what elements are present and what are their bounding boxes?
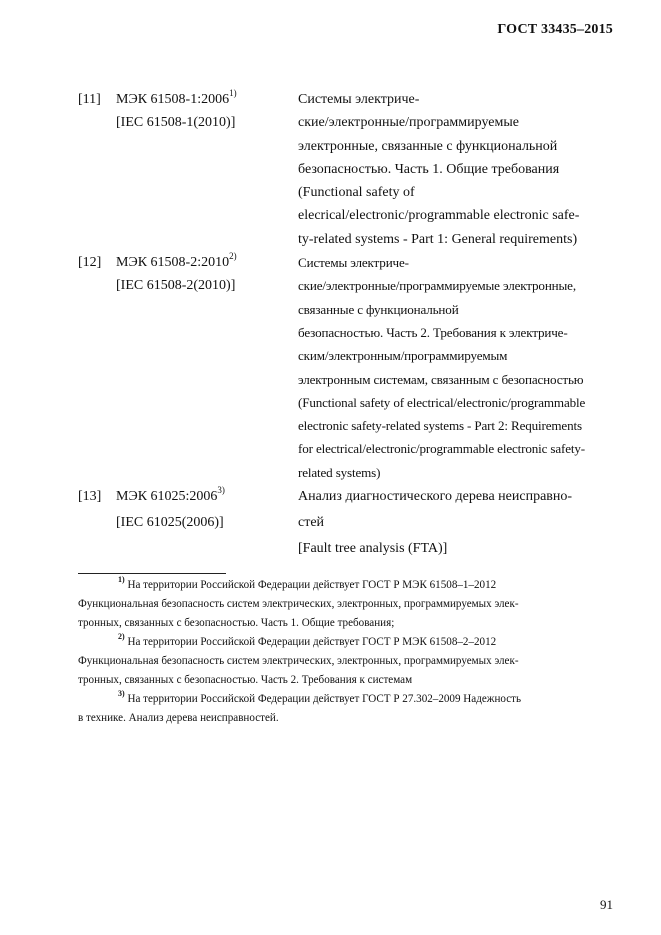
reference-title-line: [Fault tree analysis (FTA)] [298, 541, 448, 557]
document-header [497, 22, 613, 38]
reference-title-line: for electrical/electronic/programmable electronic safety- [298, 441, 585, 457]
reference-code [116, 88, 298, 111]
reference-codes [116, 484, 298, 536]
reference-title-line: Системы электриче- [298, 255, 409, 271]
reference-code-text: МЭК 61508-1:2006 [116, 92, 230, 107]
reference-code-text: МЭК 61025:2006 [116, 489, 218, 505]
footnote-separator [78, 573, 226, 574]
reference-title-line: электронные, связанные с функциональной [298, 138, 558, 154]
reference-title-line: ские/электронные/программируемые электронные, [298, 278, 576, 294]
footnote-text: На территории Российской Федерации действует ГОСТ Р МЭК 61508–1–2012 [127, 579, 497, 591]
footnote-line [78, 576, 614, 595]
reference-entry-11 [78, 88, 618, 251]
reference-number: [13] [78, 489, 102, 505]
reference-codes [116, 88, 298, 135]
reference-title-line: безопасностью. Часть 1. Общие требования [298, 161, 560, 177]
reference-title-line: electronic safety-related systems - Part 2: Requirements [298, 418, 582, 434]
footnote-mark: 2) [118, 632, 125, 642]
page-number: 91 [600, 897, 613, 912]
reference-title-line: стей [298, 515, 325, 531]
reference-iec-code: [IEC 61025(2006)] [116, 515, 224, 531]
footnote-mark: 1) [118, 575, 125, 585]
footnote-mark: 3) [217, 485, 225, 496]
reference-title-line: ские/электронные/программируемые [298, 115, 519, 131]
reference-title-line: ским/электронным/программируемым [298, 348, 508, 364]
reference-entry-13 [78, 484, 618, 562]
reference-number: [12] [78, 255, 102, 271]
footnote-text: На территории Российской Федерации действует ГОСТ Р МЭК 61508–2–2012 [127, 636, 497, 648]
footnote-text: На территории Российской Федерации действует ГОСТ Р 27.302–2009 Надежность [127, 693, 522, 705]
reference-number: [11] [78, 92, 101, 107]
footnote-3 [78, 690, 614, 728]
footnote-1 [78, 576, 614, 633]
reference-code [116, 251, 298, 274]
reference-iec-code: [IEC 61508-1(2010)] [116, 115, 236, 131]
reference-title-line: related systems) [298, 464, 381, 480]
reference-title-line: безопасностью. Часть 2. Требования к электриче- [298, 324, 568, 340]
reference-code [116, 484, 298, 510]
reference-iec-code: [IEC 61508-2(2010)] [116, 278, 236, 294]
footnote-line: тронных, связанных с безопасностью. Часть 1. Общие требования; [78, 617, 395, 629]
footnote-mark: 1) [229, 88, 237, 99]
reference-codes [116, 251, 298, 298]
document-code: ГОСТ 33435–2015 [497, 22, 613, 37]
footnote-line [78, 690, 614, 709]
reference-entry-12 [78, 251, 618, 484]
footnote-mark: 3) [118, 689, 125, 699]
reference-title-line: ty-related systems - Part 1: General requirements) [298, 231, 578, 247]
reference-title-line: электронным системам, связанным с безопасностью [298, 371, 584, 387]
references-list [78, 88, 618, 562]
footnote-line: в технике. Анализ дерева неисправностей. [78, 712, 279, 724]
reference-title [298, 88, 618, 251]
reference-title [298, 251, 618, 484]
reference-title [298, 484, 618, 562]
reference-code-text: МЭК 61508-2:2010 [116, 255, 230, 271]
footnote-line: Функциональная безопасность систем электрических, электронных, программируемых элек- [78, 655, 519, 667]
reference-title-line: (Functional safety of electrical/electronic/programmable [298, 394, 586, 410]
footnote-line: Функциональная безопасность систем электрических, электронных, программируемых элек- [78, 598, 519, 610]
footnote-line: тронных, связанных с безопасностью. Часть 2. Требования к системам [78, 674, 413, 686]
footnotes [78, 576, 614, 728]
footnote-mark: 2) [229, 251, 237, 262]
reference-title-line: связанные с функциональной [298, 301, 459, 317]
reference-title-line: Системы электриче- [298, 92, 420, 107]
footnote-2 [78, 633, 614, 690]
reference-title-line: elecrical/electronic/programmable electronic safe- [298, 208, 580, 224]
footnote-line [78, 633, 614, 652]
reference-title-line: (Functional safety of [298, 185, 415, 201]
reference-title-line: Анализ диагностического дерева неисправно- [298, 489, 573, 505]
